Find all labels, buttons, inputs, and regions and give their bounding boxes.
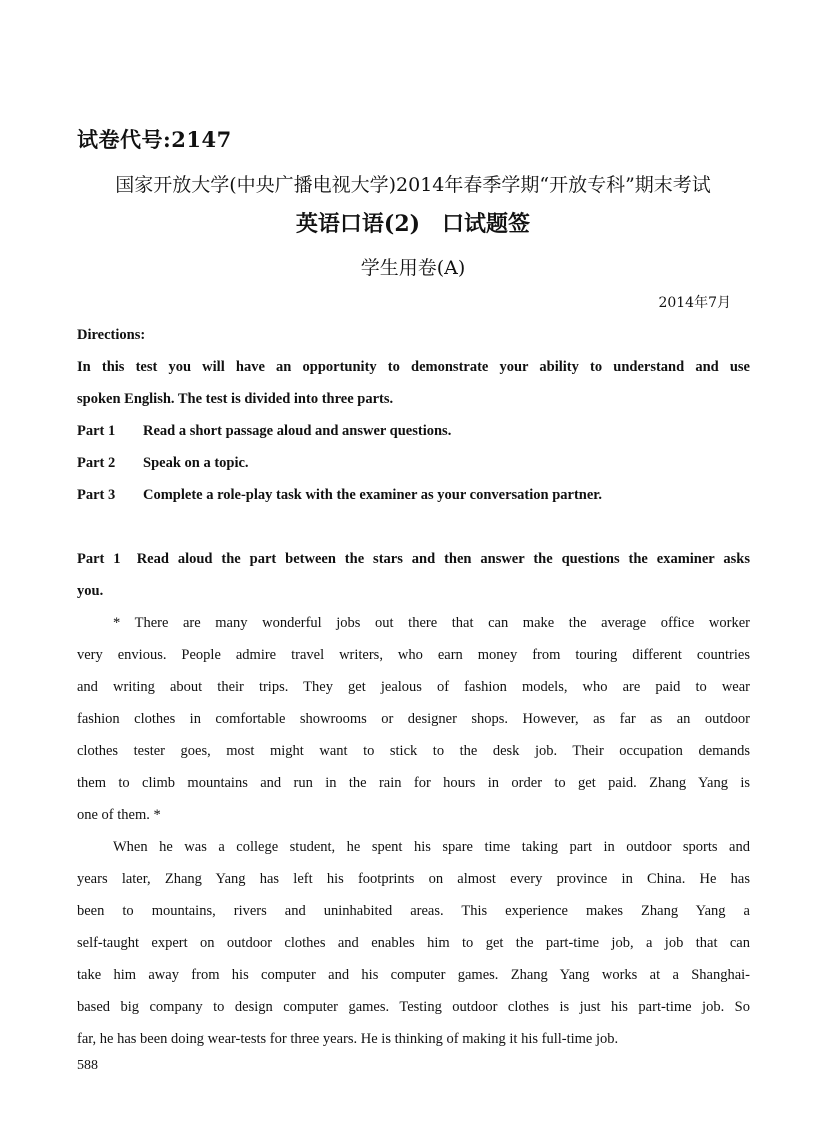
directions-line-1: In this test you will have an opportunity to demonstrate your ability to understand and use xyxy=(77,359,750,375)
part-2-text: Speak on a topic. xyxy=(143,455,249,471)
directions-label: Directions: xyxy=(77,327,146,343)
passage-line: and writing about their trips. They get jealous of fashion models, who are paid to wear xyxy=(77,679,750,695)
part-2-summary xyxy=(77,453,750,473)
part-1-instruction-line-1: Part 1 Read aloud the part between the stars and then answer the questions the examiner asks xyxy=(77,551,750,567)
paragraph-line: take him away from his computer and his computer games. Zhang Yang works at a Shanghai- xyxy=(77,967,750,983)
exam-header: 国家开放大学(中央广播电视大学)2014年春季学期“开放专科”期末考试 xyxy=(115,174,711,196)
part-3-text: Complete a role-play task with the examiner as your conversation partner. xyxy=(143,487,603,503)
exam-title: 英语口语(2) 口试题签 xyxy=(295,211,531,237)
paragraph-line: far, he has been doing wear-tests for three years. He is thinking of making it his full-time job. xyxy=(77,1031,619,1047)
passage-line: them to climb mountains and run in the rain for hours in order to get paid. Zhang Yang is xyxy=(77,775,750,791)
page-number: 588 xyxy=(77,1058,98,1073)
part-1-text: Read a short passage aloud and answer questions. xyxy=(143,423,452,439)
paragraph-line: years later, Zhang Yang has left his footprints on almost every province in China. He has xyxy=(77,871,750,887)
part-1-label: Part 1 xyxy=(77,423,116,439)
part-3-summary xyxy=(77,485,750,505)
exam-subtitle: 学生用卷(A) xyxy=(360,257,466,279)
exam-date: 2014年7月 xyxy=(658,295,731,311)
part-1-summary xyxy=(77,421,750,441)
part-3-label: Part 3 xyxy=(77,487,116,503)
paragraph-line: based big company to design computer games. Testing outdoor clothes is just his part-time job. So xyxy=(77,999,750,1015)
passage-line: one of them. * xyxy=(77,807,161,823)
passage-line: very envious. People admire travel writers, who earn money from touring different countries xyxy=(77,647,750,663)
passage-line: fashion clothes in comfortable showrooms or designer shops. However, as far as an outdoor xyxy=(77,711,750,727)
part-2-label: Part 2 xyxy=(77,455,116,471)
directions-line-2: spoken English. The test is divided into three parts. xyxy=(77,391,394,407)
paragraph-line: been to mountains, rivers and uninhabited areas. This experience makes Zhang Yang a xyxy=(77,903,750,919)
part-1-instruction-line-2: you. xyxy=(77,583,104,599)
paragraph-line: self-taught expert on outdoor clothes and enables him to get the part-time job, a job that can xyxy=(77,935,750,951)
exam-code: 试卷代号:2147 xyxy=(77,127,232,152)
passage-line: * There are many wonderful jobs out there that can make the average office worker xyxy=(113,615,750,631)
paragraph-line: When he was a college student, he spent his spare time taking part in outdoor sports and xyxy=(113,839,750,855)
passage-line: clothes tester goes, most might want to stick to the desk job. Their occupation demands xyxy=(77,743,750,759)
